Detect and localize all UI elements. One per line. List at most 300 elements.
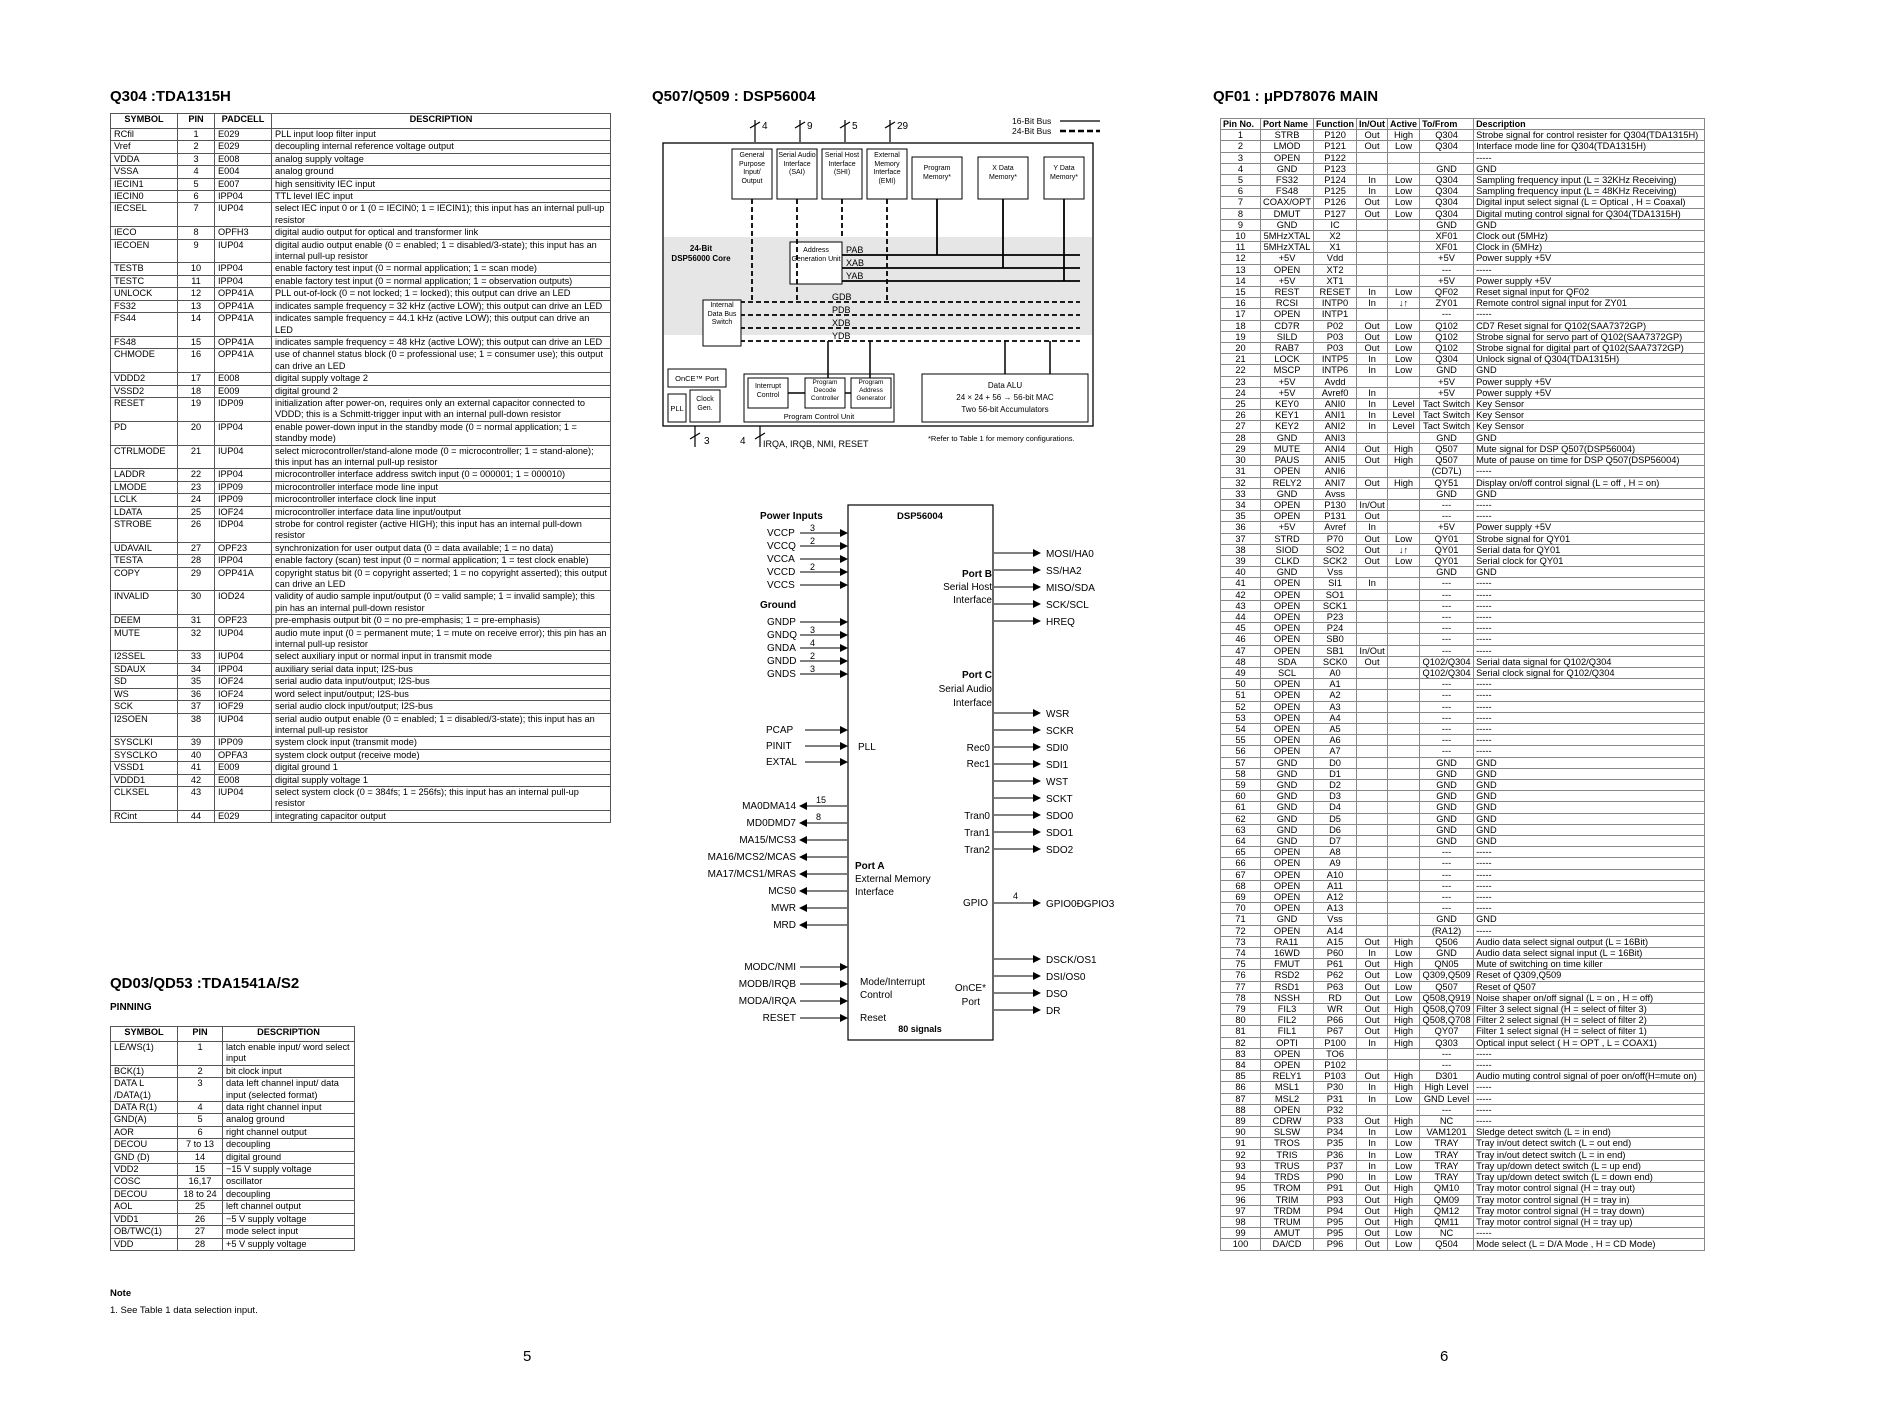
qf01-cell bbox=[1388, 600, 1420, 611]
qf01-cell bbox=[1420, 152, 1474, 163]
qf01-cell bbox=[1388, 623, 1420, 634]
pinning-label: PINNING bbox=[110, 1002, 152, 1013]
qf01-cell bbox=[1357, 219, 1388, 230]
table-row bbox=[1221, 992, 1705, 1003]
qf01-cell: INTP0 bbox=[1314, 298, 1357, 309]
q304-cell: E008 bbox=[215, 774, 272, 786]
qf01-cell: 60 bbox=[1221, 791, 1261, 802]
qd03-cell: data right channel input bbox=[223, 1102, 355, 1114]
qf01-cell: QM09 bbox=[1420, 1194, 1474, 1205]
qf01-cell: ----- bbox=[1474, 466, 1705, 477]
bottom-count-1: 3 bbox=[704, 436, 710, 447]
qf01-cell: P121 bbox=[1314, 141, 1357, 152]
qf01-cell: 65 bbox=[1221, 847, 1261, 858]
qf01-cell bbox=[1357, 791, 1388, 802]
qd03-cell: 3 bbox=[178, 1078, 223, 1102]
qf01-cell: SB0 bbox=[1314, 634, 1357, 645]
q304-cell: IECIN1 bbox=[111, 178, 178, 190]
q304-cell: INVALID bbox=[111, 591, 178, 615]
q304-cell: 35 bbox=[178, 676, 215, 688]
q304-cell: I2SOEN bbox=[111, 713, 178, 737]
qd03-header-0: SYMBOL bbox=[111, 1027, 178, 1042]
gpio-pin: GPIO0ÐGPIO3 bbox=[1046, 899, 1115, 910]
qf01-cell: RD bbox=[1314, 992, 1357, 1003]
qf01-cell bbox=[1357, 880, 1388, 891]
qf01-cell: IC bbox=[1314, 219, 1357, 230]
qf01-cell: Low bbox=[1388, 533, 1420, 544]
qf01-cell: D1 bbox=[1314, 768, 1357, 779]
table-row bbox=[111, 178, 611, 190]
table-row bbox=[1221, 802, 1705, 813]
table-row bbox=[1221, 1205, 1705, 1216]
qf01-cell: 18 bbox=[1221, 320, 1261, 331]
q304-cell: FS32 bbox=[111, 300, 178, 312]
qf01-cell: ----- bbox=[1474, 858, 1705, 869]
qf01-cell bbox=[1357, 1060, 1388, 1071]
qf01-cell: Tray in/out detect switch (L = out end) bbox=[1474, 1138, 1705, 1149]
qf01-cell: Audio data select signal output (L = 16Bit) bbox=[1474, 936, 1705, 947]
qf01-cell: GND bbox=[1261, 791, 1314, 802]
table-row bbox=[111, 336, 611, 348]
qd03-cell: VDD bbox=[111, 1238, 178, 1250]
q304-cell: select auxiliary input or normal input in transmit mode bbox=[272, 651, 611, 663]
qf01-cell: --- bbox=[1420, 589, 1474, 600]
qf01-cell: High bbox=[1388, 130, 1420, 141]
q304-header-0: SYMBOL bbox=[111, 114, 178, 129]
table-row bbox=[1221, 757, 1705, 768]
qf01-cell: P123 bbox=[1314, 163, 1357, 174]
qf01-cell: ----- bbox=[1474, 1060, 1705, 1071]
q304-cell: 29 bbox=[178, 567, 215, 591]
q304-cell: TESTA bbox=[111, 555, 178, 567]
agu-block: Address Generation Unit bbox=[791, 247, 841, 263]
qf01-cell: In bbox=[1357, 1127, 1388, 1138]
qd03-cell: 26 bbox=[178, 1213, 223, 1225]
block-y-data-memory: Y Data Memory* bbox=[1049, 165, 1078, 181]
qf01-cell bbox=[1357, 611, 1388, 622]
qf01-cell: GND Level bbox=[1420, 1093, 1474, 1104]
qf01-cell: 76 bbox=[1221, 970, 1261, 981]
qf01-cell: Low bbox=[1388, 981, 1420, 992]
qf01-cell: RSD2 bbox=[1261, 970, 1314, 981]
gnda-count: 4 bbox=[810, 638, 816, 648]
qf01-cell: TRUM bbox=[1261, 1216, 1314, 1227]
qf01-cell: FIL1 bbox=[1261, 1026, 1314, 1037]
q304-cell: IECSEL bbox=[111, 203, 178, 227]
qf01-cell: TRAY bbox=[1420, 1138, 1474, 1149]
qf01-cell: FIL2 bbox=[1261, 1015, 1314, 1026]
qf01-cell: 9 bbox=[1221, 219, 1261, 230]
q304-cell: digital supply voltage 1 bbox=[272, 774, 611, 786]
qf01-cell: CD7R bbox=[1261, 320, 1314, 331]
table-row bbox=[1221, 836, 1705, 847]
q304-cell: VDDD2 bbox=[111, 373, 178, 385]
qf01-cell: Q507 bbox=[1420, 455, 1474, 466]
qf01-cell: 37 bbox=[1221, 533, 1261, 544]
q304-cell: 44 bbox=[178, 810, 215, 822]
table-row bbox=[1221, 1037, 1705, 1048]
qf01-cell: Out bbox=[1357, 1071, 1388, 1082]
q304-cell: select IEC input 0 or 1 (0 = IECIN0; 1 = IECIN1); this input has an internal pull-up resistor bbox=[272, 203, 611, 227]
qf01-cell bbox=[1388, 634, 1420, 645]
qf01-cell: Low bbox=[1388, 1228, 1420, 1239]
pin-wsr: WSR bbox=[1046, 709, 1070, 720]
q304-cell: 38 bbox=[178, 713, 215, 737]
qf01-cell: 35 bbox=[1221, 511, 1261, 522]
gpio-count: 4 bbox=[1013, 891, 1019, 901]
qf01-cell: Filter 3 select signal (H = select of filter 3) bbox=[1474, 1004, 1705, 1015]
table-row bbox=[111, 774, 611, 786]
tran0-label: Tran0 bbox=[964, 811, 990, 822]
qf01-cell: SDA bbox=[1261, 656, 1314, 667]
q304-cell: FS48 bbox=[111, 336, 178, 348]
table-row bbox=[1221, 175, 1705, 186]
table-row bbox=[111, 1102, 355, 1114]
qf01-cell: P95 bbox=[1314, 1228, 1357, 1239]
q304-cell: 10 bbox=[178, 263, 215, 275]
q304-cell: copyright status bit (0 = copyright asserted; 1 = no copyright asserted); this output can drive an LED bbox=[272, 567, 611, 591]
qf01-cell: ----- bbox=[1474, 903, 1705, 914]
table-row bbox=[1221, 768, 1705, 779]
table-row bbox=[1221, 791, 1705, 802]
qf01-cell: Out bbox=[1357, 320, 1388, 331]
dsp-chip-label: DSP56004 bbox=[897, 511, 943, 522]
qf01-cell bbox=[1357, 432, 1388, 443]
qf01-cell: P30 bbox=[1314, 1082, 1357, 1093]
qf01-cell: FMUT bbox=[1261, 959, 1314, 970]
qf01-cell bbox=[1388, 1048, 1420, 1059]
table-row bbox=[1221, 432, 1705, 443]
mode-label-1: Mode/Interrupt bbox=[860, 977, 926, 988]
qd03-cell: OB/TWC(1) bbox=[111, 1226, 178, 1238]
qf01-cell: OPEN bbox=[1261, 858, 1314, 869]
qf01-cell: Q102/Q304 bbox=[1420, 656, 1474, 667]
qf01-cell: DA/CD bbox=[1261, 1239, 1314, 1250]
qf01-cell: 83 bbox=[1221, 1048, 1261, 1059]
qf01-cell: In bbox=[1357, 298, 1388, 309]
table-row bbox=[111, 481, 611, 493]
qf01-cell: Tray up/down detect switch (L = up end) bbox=[1474, 1160, 1705, 1171]
q304-cell: IUP04 bbox=[215, 445, 272, 469]
qf01-cell: MSCP bbox=[1261, 365, 1314, 376]
qf01-cell: --- bbox=[1420, 847, 1474, 858]
qf01-cell: 51 bbox=[1221, 690, 1261, 701]
qf01-cell: 42 bbox=[1221, 589, 1261, 600]
qf01-cell: P23 bbox=[1314, 611, 1357, 622]
q304-cell: VSSD2 bbox=[111, 385, 178, 397]
qf01-cell: In bbox=[1357, 175, 1388, 186]
qf01-cell: ----- bbox=[1474, 645, 1705, 656]
table-row bbox=[1221, 1060, 1705, 1071]
qf01-cell: --- bbox=[1420, 869, 1474, 880]
gpio-label: GPIO bbox=[962, 898, 988, 909]
qf01-cell: High bbox=[1388, 1216, 1420, 1227]
qf01-cell bbox=[1357, 600, 1388, 611]
qf01-cell: Out bbox=[1357, 544, 1388, 555]
table-row bbox=[1221, 847, 1705, 858]
qf01-cell bbox=[1388, 667, 1420, 678]
qf01-cell: High bbox=[1388, 936, 1420, 947]
bus-24-label: 24-Bit Bus bbox=[1012, 126, 1052, 136]
table-row bbox=[111, 506, 611, 518]
table-row bbox=[111, 591, 611, 615]
table-row bbox=[1221, 331, 1705, 342]
qf01-cell: --- bbox=[1420, 264, 1474, 275]
qf01-cell: AMUT bbox=[1261, 1228, 1314, 1239]
qf01-cell: 100 bbox=[1221, 1239, 1261, 1250]
table-row bbox=[111, 1139, 355, 1151]
qf01-cell bbox=[1388, 791, 1420, 802]
table-row bbox=[1221, 522, 1705, 533]
table-row bbox=[111, 191, 611, 203]
qf01-cell: In bbox=[1357, 1138, 1388, 1149]
qf01-cell bbox=[1388, 499, 1420, 510]
ma-count: 15 bbox=[816, 795, 827, 805]
q304-cell: IPP09 bbox=[215, 481, 272, 493]
qf01-cell: Low bbox=[1388, 175, 1420, 186]
qf01-cell: ----- bbox=[1474, 511, 1705, 522]
qf01-cell: Display on/off control signal (L = off , H = on) bbox=[1474, 477, 1705, 488]
q304-cell: IPP04 bbox=[215, 275, 272, 287]
qf01-cell: Strobe signal for digital part of Q102(SAA7372GP) bbox=[1474, 343, 1705, 354]
qf01-cell: P90 bbox=[1314, 1172, 1357, 1183]
table-row bbox=[1221, 600, 1705, 611]
qf01-cell: KEY2 bbox=[1261, 421, 1314, 432]
qf01-cell: ----- bbox=[1474, 1082, 1705, 1093]
table-row bbox=[1221, 1116, 1705, 1127]
qf01-cell: --- bbox=[1420, 309, 1474, 320]
qf01-cell: Serial clock signal for Q102/Q304 bbox=[1474, 667, 1705, 678]
table-row bbox=[1221, 387, 1705, 398]
qf01-cell: ----- bbox=[1474, 1104, 1705, 1115]
qf01-cell: GND bbox=[1261, 802, 1314, 813]
qf01-cell: P67 bbox=[1314, 1026, 1357, 1037]
table-row bbox=[1221, 634, 1705, 645]
q304-cell: IPP04 bbox=[215, 263, 272, 275]
qd03-cell: AOR bbox=[111, 1126, 178, 1138]
dsp-block-diagram bbox=[660, 112, 1110, 457]
qf01-cell: --- bbox=[1420, 623, 1474, 634]
qf01-cell: 59 bbox=[1221, 779, 1261, 790]
qf01-cell: Low bbox=[1388, 948, 1420, 959]
qf01-cell bbox=[1357, 824, 1388, 835]
qf01-cell: Out bbox=[1357, 981, 1388, 992]
qf01-cell: P61 bbox=[1314, 959, 1357, 970]
q304-cell: IOF24 bbox=[215, 688, 272, 700]
rec1-label: Rec1 bbox=[966, 759, 990, 770]
qf01-cell: Low bbox=[1388, 331, 1420, 342]
qf01-cell: (RA12) bbox=[1420, 925, 1474, 936]
vccq-count: 2 bbox=[810, 536, 816, 546]
q304-cell: 12 bbox=[178, 288, 215, 300]
program-address-block: Program Address Generator bbox=[856, 379, 886, 402]
qf01-cell: Out bbox=[1357, 1026, 1388, 1037]
qf01-cell: Low bbox=[1388, 992, 1420, 1003]
qf01-cell bbox=[1388, 376, 1420, 387]
pin-ma15: MA15/MCS3 bbox=[739, 835, 796, 846]
qf01-cell: Q304 bbox=[1420, 130, 1474, 141]
qf01-cell: D7 bbox=[1314, 836, 1357, 847]
qf01-cell: GND bbox=[1420, 768, 1474, 779]
qf01-cell: ----- bbox=[1474, 880, 1705, 891]
qf01-cell: GND bbox=[1420, 219, 1474, 230]
qf01-cell: Sampling frequency input (L = 32KHz Receiving) bbox=[1474, 175, 1705, 186]
qf01-cell: High bbox=[1388, 1194, 1420, 1205]
once-label-2: Port bbox=[961, 997, 980, 1008]
table-row bbox=[111, 737, 611, 749]
qf01-cell: P130 bbox=[1314, 499, 1357, 510]
qf01-cell: 96 bbox=[1221, 1194, 1261, 1205]
q304-cell: VDDD1 bbox=[111, 774, 178, 786]
qf01-cell: 77 bbox=[1221, 981, 1261, 992]
qf01-cell: Out bbox=[1357, 1116, 1388, 1127]
qf01-cell: 84 bbox=[1221, 1060, 1261, 1071]
q304-cell: 33 bbox=[178, 651, 215, 663]
qf01-cell: GND bbox=[1474, 219, 1705, 230]
qf01-cell: 81 bbox=[1221, 1026, 1261, 1037]
qf01-cell bbox=[1357, 667, 1388, 678]
qf01-header-6: Description bbox=[1474, 119, 1705, 130]
qf01-cell: QF02 bbox=[1420, 287, 1474, 298]
qf01-cell bbox=[1357, 1048, 1388, 1059]
qf01-cell: 5 bbox=[1221, 175, 1261, 186]
table-row bbox=[111, 701, 611, 713]
q304-cell: TESTB bbox=[111, 263, 178, 275]
qf01-cell: GND bbox=[1420, 948, 1474, 959]
table-row bbox=[1221, 443, 1705, 454]
qf01-cell: A9 bbox=[1314, 858, 1357, 869]
qf01-cell: MUTE bbox=[1261, 443, 1314, 454]
qf01-cell: LOCK bbox=[1261, 354, 1314, 365]
q304-cell: 42 bbox=[178, 774, 215, 786]
q304-cell: synchronization for user output data (0 = data available; 1 = no data) bbox=[272, 542, 611, 554]
qf01-cell bbox=[1357, 914, 1388, 925]
q304-cell: indicates sample frequency = 44.1 kHz (active LOW); this output can drive an LED bbox=[272, 313, 611, 337]
qf01-cell: Strobe signal for control resister for Q304(TDA1315H) bbox=[1474, 130, 1705, 141]
qf01-cell: 38 bbox=[1221, 544, 1261, 555]
q304-cell: Vref bbox=[111, 141, 178, 153]
qf01-cell: GND bbox=[1420, 914, 1474, 925]
table-row bbox=[111, 1201, 355, 1213]
qf01-cell: 72 bbox=[1221, 925, 1261, 936]
qf01-cell: ----- bbox=[1474, 735, 1705, 746]
q304-cell: LCLK bbox=[111, 494, 178, 506]
table-row bbox=[1221, 903, 1705, 914]
qf01-cell: P127 bbox=[1314, 208, 1357, 219]
qf01-cell bbox=[1388, 802, 1420, 813]
qf01-cell: Tact Switch bbox=[1420, 410, 1474, 421]
q304-cell: IOD24 bbox=[215, 591, 272, 615]
qf01-cell: 75 bbox=[1221, 959, 1261, 970]
table-row bbox=[1221, 701, 1705, 712]
qf01-cell: OPEN bbox=[1261, 634, 1314, 645]
qf01-cell: 61 bbox=[1221, 802, 1261, 813]
q304-cell: IPP04 bbox=[215, 469, 272, 481]
qf01-cell bbox=[1357, 231, 1388, 242]
qf01-cell: NC bbox=[1420, 1116, 1474, 1127]
qf01-cell: P37 bbox=[1314, 1160, 1357, 1171]
q304-cell: OPP41A bbox=[215, 567, 272, 591]
bus-16-label: 16-Bit Bus bbox=[1012, 116, 1052, 126]
alu-title: Data ALU bbox=[987, 381, 1023, 390]
table-row bbox=[1221, 253, 1705, 264]
dsp-title: Q507/Q509 : DSP56004 bbox=[652, 88, 816, 105]
qf01-cell bbox=[1388, 387, 1420, 398]
qf01-cell: Low bbox=[1388, 1149, 1420, 1160]
q304-cell: SDAUX bbox=[111, 663, 178, 675]
qf01-cell bbox=[1357, 735, 1388, 746]
qf01-cell: SILD bbox=[1261, 331, 1314, 342]
qf01-cell: P94 bbox=[1314, 1205, 1357, 1216]
qf01-cell: 67 bbox=[1221, 869, 1261, 880]
q304-cell: integrating capacitor output bbox=[272, 810, 611, 822]
qf01-cell: 20 bbox=[1221, 343, 1261, 354]
qf01-cell: ----- bbox=[1474, 723, 1705, 734]
qf01-cell: Mute signal for DSP Q507(DSP56004) bbox=[1474, 443, 1705, 454]
pll-inner-label: PLL bbox=[858, 742, 876, 753]
qf01-cell: GND bbox=[1261, 813, 1314, 824]
qf01-cell: A12 bbox=[1314, 892, 1357, 903]
qd03-cell: 15 bbox=[178, 1164, 223, 1176]
q304-cell: 2 bbox=[178, 141, 215, 153]
table-row bbox=[1221, 533, 1705, 544]
qf01-cell: Q504 bbox=[1420, 1239, 1474, 1250]
qf01-cell: GND bbox=[1420, 779, 1474, 790]
qf01-cell: Out bbox=[1357, 555, 1388, 566]
qf01-cell: --- bbox=[1420, 1048, 1474, 1059]
qf01-cell: QY07 bbox=[1420, 1026, 1474, 1037]
q304-cell: serial audio clock input/output; I2S-bus bbox=[272, 701, 611, 713]
qf01-cell: 7 bbox=[1221, 197, 1261, 208]
table-row bbox=[1221, 589, 1705, 600]
table-row bbox=[111, 300, 611, 312]
qf01-cell: SO1 bbox=[1314, 589, 1357, 600]
qf01-cell: 88 bbox=[1221, 1104, 1261, 1115]
qf01-cell: A0 bbox=[1314, 667, 1357, 678]
q304-pin-table bbox=[110, 113, 611, 823]
qf01-cell: Tray motor control signal (H = tray down) bbox=[1474, 1205, 1705, 1216]
qf01-cell: In bbox=[1357, 1093, 1388, 1104]
qf01-cell bbox=[1357, 690, 1388, 701]
qf01-cell: 1 bbox=[1221, 130, 1261, 141]
qf01-cell: NC bbox=[1420, 1228, 1474, 1239]
table-row bbox=[1221, 130, 1705, 141]
q304-cell: SD bbox=[111, 676, 178, 688]
qf01-cell: +5V bbox=[1261, 376, 1314, 387]
qf01-cell bbox=[1357, 813, 1388, 824]
q304-cell: 7 bbox=[178, 203, 215, 227]
qf01-cell: +5V bbox=[1261, 387, 1314, 398]
qf01-cell: In bbox=[1357, 948, 1388, 959]
qf01-cell: High bbox=[1388, 1205, 1420, 1216]
qf01-cell: Q309,Q509 bbox=[1420, 970, 1474, 981]
pcap-label: PCAP bbox=[766, 725, 794, 736]
q304-cell: auxiliary serial data input; I2S-bus bbox=[272, 663, 611, 675]
qf01-cell bbox=[1388, 1104, 1420, 1115]
q304-cell: analog ground bbox=[272, 166, 611, 178]
qf01-header-3: In/Out bbox=[1357, 119, 1388, 130]
qf01-cell: 6 bbox=[1221, 186, 1261, 197]
qf01-cell: ----- bbox=[1474, 690, 1705, 701]
qf01-cell: GND bbox=[1474, 813, 1705, 824]
q304-cell: E009 bbox=[215, 762, 272, 774]
qf01-cell: --- bbox=[1420, 723, 1474, 734]
qf01-cell: ----- bbox=[1474, 152, 1705, 163]
qf01-cell: OPEN bbox=[1261, 1104, 1314, 1115]
qd03-header-2: DESCRIPTION bbox=[223, 1027, 355, 1042]
qd03-cell: GND (D) bbox=[111, 1151, 178, 1163]
qf01-cell: SLSW bbox=[1261, 1127, 1314, 1138]
